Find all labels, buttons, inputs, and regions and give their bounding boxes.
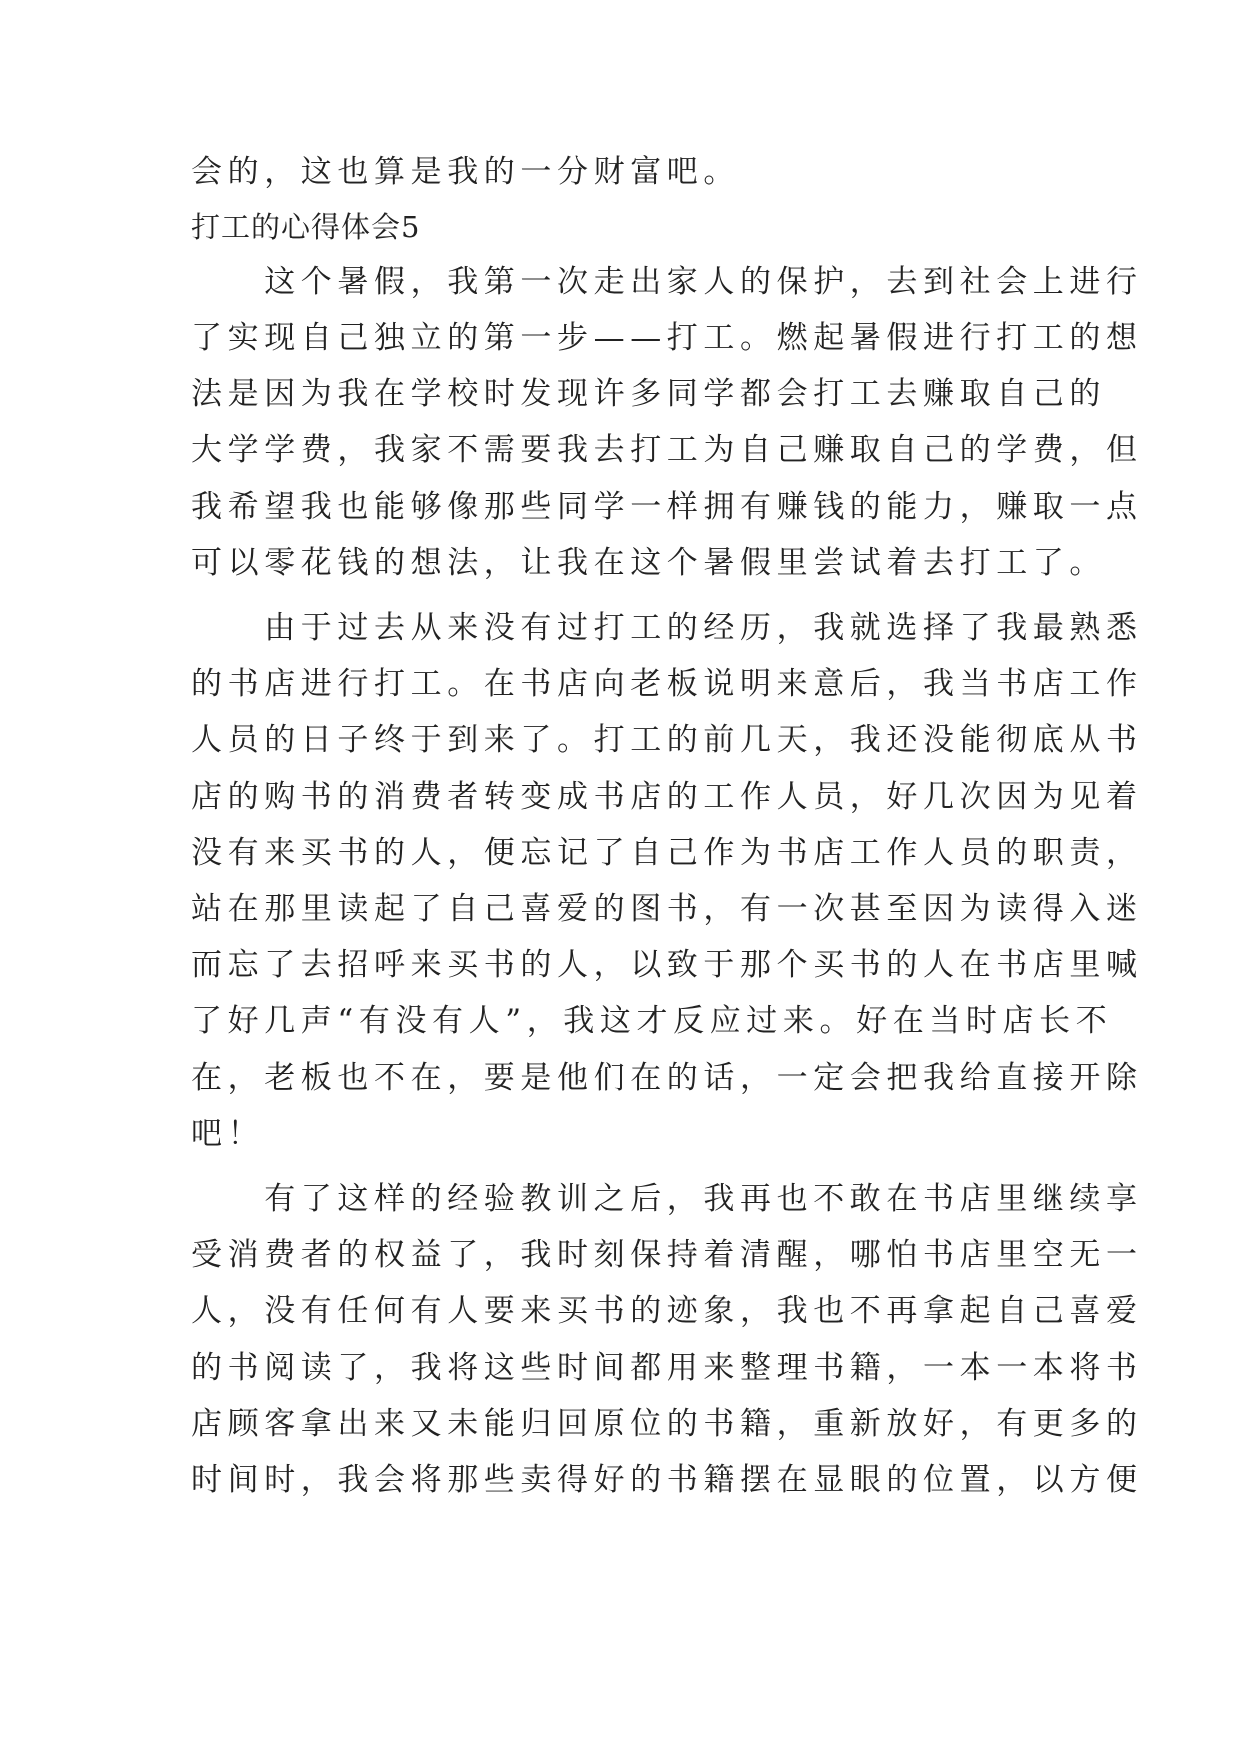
paragraph-line: 的书阅读了，我将这些时间都用来整理书籍，一本一本将书 — [191, 1350, 1143, 1386]
paragraph-line: 店的购书的消费者转变成书店的工作人员，好几次因为见着 — [191, 779, 1143, 815]
paragraph-line: 这个暑假，我第一次走出家人的保护，去到社会上进行 — [191, 264, 1143, 300]
paragraph-line: 有了这样的经验教训之后，我再也不敢在书店里继续享 — [191, 1181, 1143, 1217]
paragraph-line: 法是因为我在学校时发现许多同学都会打工去赚取自己的 — [191, 376, 1106, 412]
section-heading: 打工的心得体会5 — [191, 210, 421, 244]
paragraph-line: 站在那里读起了自己喜爱的图书，有一次甚至因为读得入迷 — [191, 891, 1143, 927]
paragraph-line: 可以零花钱的想法，让我在这个暑假里尝试着去打工了。 — [191, 545, 1106, 581]
paragraph-line: 店顾客拿出来又未能归回原位的书籍，重新放好，有更多的 — [191, 1406, 1143, 1442]
paragraph-line: 受消费者的权益了，我时刻保持着清醒，哪怕书店里空无一 — [191, 1237, 1143, 1273]
paragraph-line: 时间时，我会将那些卖得好的书籍摆在显眼的位置，以方便 — [191, 1462, 1143, 1498]
paragraph-line: 吧！ — [191, 1116, 265, 1152]
paragraph-line: 没有来买书的人，便忘记了自己作为书店工作人员的职责， — [191, 835, 1143, 871]
paragraph-line: 的书店进行打工。在书店向老板说明来意后，我当书店工作 — [191, 666, 1143, 702]
paragraph-line: 在，老板也不在，要是他们在的话，一定会把我给直接开除 — [191, 1060, 1143, 1096]
intro-tail-line: 会的，这也算是我的一分财富吧。 — [191, 154, 740, 190]
paragraph-line: 人员的日子终于到来了。打工的前几天，我还没能彻底从书 — [191, 722, 1143, 758]
paragraph-line: 了好几声“有没有人”，我这才反应过来。好在当时店长不 — [191, 1003, 1113, 1039]
paragraph-line: 而忘了去招呼来买书的人，以致于那个买书的人在书店里喊 — [191, 947, 1143, 983]
paragraph-line: 人，没有任何有人要来买书的迹象，我也不再拿起自己喜爱 — [191, 1293, 1143, 1329]
paragraph-line: 大学学费，我家不需要我去打工为自己赚取自己的学费，但 — [191, 432, 1143, 468]
paragraph-line: 我希望我也能够像那些同学一样拥有赚钱的能力，赚取一点 — [191, 489, 1143, 525]
paragraph-line: 由于过去从来没有过打工的经历，我就选择了我最熟悉 — [191, 610, 1143, 646]
paragraph-line: 了实现自己独立的第一步——打工。燃起暑假进行打工的想 — [191, 320, 1143, 356]
